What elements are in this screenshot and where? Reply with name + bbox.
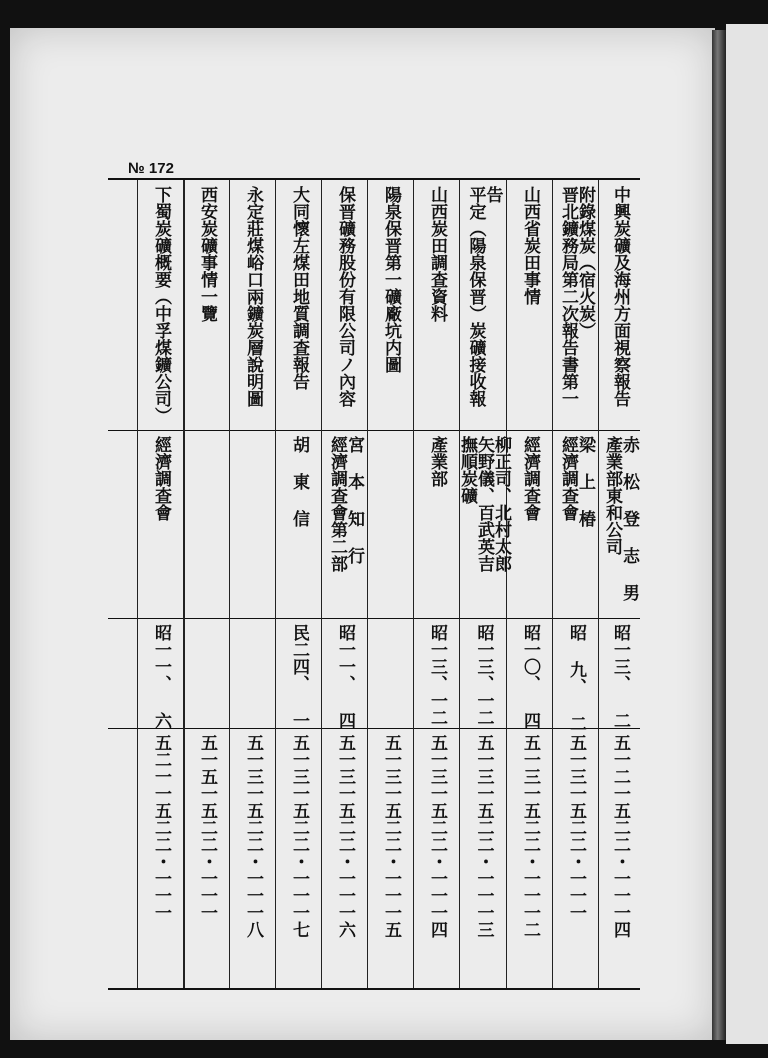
entry-author-cell [230, 436, 276, 614]
entry-code-cell [460, 734, 507, 984]
entry-author-cell [599, 436, 641, 614]
entry-title: 晋北鑛務局第二次報告書第一 [558, 186, 578, 407]
entry-title-cell [230, 186, 276, 426]
catalog-entry [413, 180, 460, 988]
entry-title: 告 [482, 186, 503, 203]
entry-title: 山西炭田調查資料 [427, 186, 447, 322]
entry-code: 五一三一五二二・一一一 [566, 734, 586, 921]
entry-title-cell [553, 186, 599, 426]
entry-code-cell [276, 734, 322, 984]
entry-author: 經濟調查會第二部 [327, 436, 347, 572]
catalog-entry [598, 180, 641, 988]
entry-date: 昭一〇、 四 [520, 624, 540, 729]
entry-code: 五一五一五二二・一一一 [197, 734, 217, 921]
entry-date-cell [184, 624, 230, 724]
entry-code: 五一三一五二二・一一一二 [520, 734, 540, 938]
entry-author: 宮 本 知 行 [344, 436, 364, 564]
entry-author-cell [184, 436, 230, 614]
catalog-entry [137, 180, 185, 988]
entry-title-cell [599, 186, 641, 426]
entry-title: 平定（陽泉保晋）炭礦接收報 [465, 186, 486, 407]
entry-author: 產業部 [427, 436, 447, 487]
entry-code-cell [138, 734, 184, 984]
entry-code: 五一三一五二二・一一一五 [381, 734, 401, 938]
entry-author: 胡 東 信 [289, 436, 309, 527]
entry-author-cell [553, 436, 599, 614]
entry-code-cell [322, 734, 368, 984]
entry-author: 產業部東和公司 [602, 436, 622, 555]
entry-author: 矢野儀、百武英吉 [474, 436, 494, 572]
entry-author: 經濟調查會 [558, 436, 578, 521]
entry-date-cell [599, 624, 641, 729]
entry-title: 下蜀炭礦概要（中孚煤鑛公司） [151, 186, 171, 424]
entry-code-cell [368, 734, 414, 984]
entry-date-cell [553, 624, 599, 732]
catalog-table [108, 178, 640, 990]
entry-date-cell [460, 624, 507, 724]
catalog-entry [457, 180, 511, 988]
entry-date: 昭一一、 六 [151, 624, 171, 729]
entry-title: 山西省炭田事情 [520, 186, 540, 305]
entry-title-cell [138, 186, 184, 426]
entry-date: 昭一三、一二 [473, 624, 494, 726]
entry-title-cell [460, 186, 507, 426]
catalog-entry [321, 180, 368, 988]
facing-page-edge [726, 24, 768, 1044]
catalog-entry [229, 180, 276, 988]
book-spine [712, 30, 726, 1040]
entry-code-cell [184, 734, 230, 984]
entry-date-cell [507, 624, 553, 729]
entry-date-cell [414, 624, 460, 724]
entry-date: 昭一一、 四 [335, 624, 355, 729]
entry-date: 昭 九、 二 [566, 624, 586, 732]
entry-title-cell [368, 186, 414, 426]
entry-code: 五一三一五二二・一一一三 [473, 734, 494, 938]
entry-author: 經濟調查會 [151, 436, 171, 521]
entry-title-cell [184, 186, 230, 426]
entry-date-cell [276, 624, 322, 729]
entry-title: 保晋礦務股份有限公司ノ內容 [335, 186, 355, 407]
entry-date: 昭一三、 二 [610, 624, 630, 729]
entry-author: 撫順炭礦 [457, 436, 477, 504]
entry-title-cell [414, 186, 460, 426]
entry-author: 柳正司、北村太郎 [491, 436, 511, 572]
entry-code-cell [553, 734, 599, 984]
entry-author-cell [138, 436, 184, 614]
entry-date-cell [368, 624, 414, 724]
entry-author: 赤 松 登 志 男 [619, 436, 639, 601]
catalog-entry [367, 180, 414, 988]
entry-code: 五一三一五二二・一一一八 [243, 734, 263, 938]
entry-title: 永定莊煤峪口兩鑛炭層說明圖 [243, 186, 263, 407]
entry-title: 中興炭礦及海州方面視察報告 [610, 186, 630, 407]
catalog-entry [183, 180, 230, 988]
entry-date-cell [322, 624, 368, 729]
entry-code-cell [599, 734, 641, 984]
entry-author-cell [414, 436, 460, 614]
entry-code: 五二一一五二二・一一一 [151, 734, 171, 921]
entry-title: 附錄煤炭（宿火炭） [575, 186, 595, 339]
entry-title-cell [276, 186, 322, 426]
entry-title: 大同懷左煤田地質調查報告 [289, 186, 309, 390]
page-number: № 172 [128, 160, 174, 177]
entry-code: 五一三一五二二・一一一四 [427, 734, 447, 938]
entry-author: 經濟調查會 [520, 436, 540, 521]
catalog-entry [506, 180, 553, 988]
entry-title: 西安炭礦事情一覽 [197, 186, 217, 322]
entry-code: 五一二一五二二・一一一四 [610, 734, 630, 938]
catalog-entry [275, 180, 322, 988]
entry-date: 昭一三、一二 [427, 624, 447, 726]
entry-author-cell [457, 436, 511, 614]
entry-author-cell [322, 436, 368, 614]
entry-code-cell [414, 734, 460, 984]
entry-author-cell [276, 436, 322, 614]
entry-date-cell [138, 624, 184, 729]
entry-code-cell [230, 734, 276, 984]
entry-date-cell [230, 624, 276, 724]
entry-title: 陽泉保晋第一礦廠坑内圖 [381, 186, 401, 373]
entry-author: 梁 上 椿 [575, 436, 595, 527]
entry-author-cell [507, 436, 553, 614]
entry-title-cell [322, 186, 368, 426]
entry-date: 民二四、 一 [289, 624, 309, 729]
entry-code-cell [507, 734, 553, 984]
entry-code: 五一三一五二二・一一一六 [335, 734, 355, 938]
catalog-entry [552, 180, 599, 988]
entry-title-cell [507, 186, 553, 426]
entry-author-cell [368, 436, 414, 614]
entry-code: 五一三一五二二・一一一七 [289, 734, 309, 938]
